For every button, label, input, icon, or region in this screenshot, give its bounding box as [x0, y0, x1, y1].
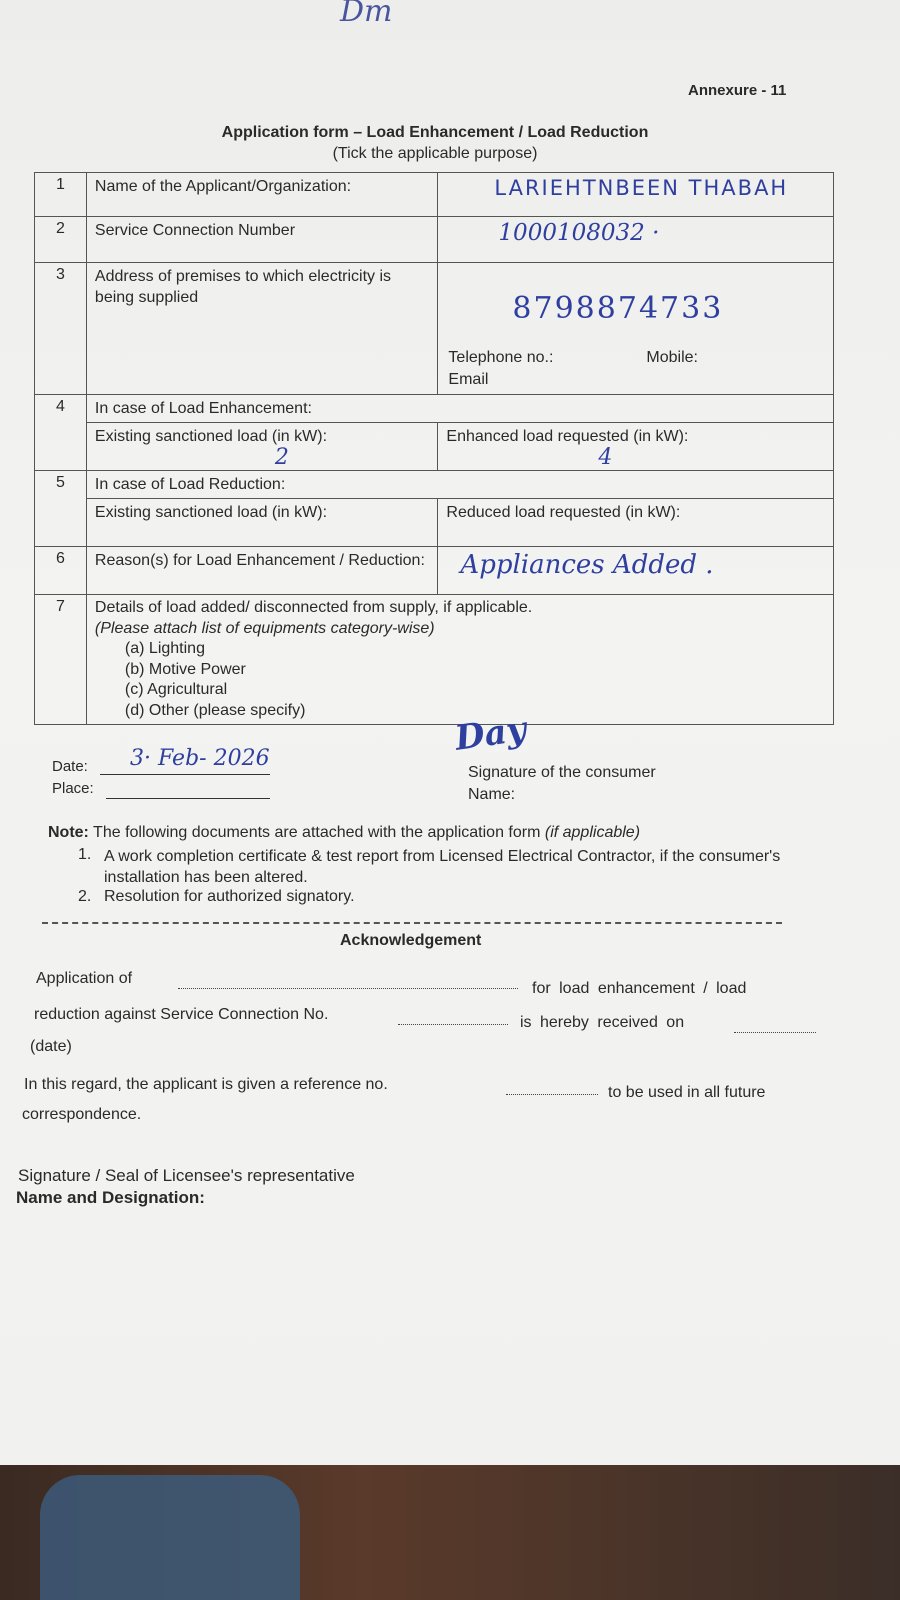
date-value[interactable]: 3· Feb- 2026 — [130, 746, 270, 771]
enhancement-heading: In case of Load Enhancement: — [86, 395, 833, 423]
top-handwriting: Dm — [340, 0, 393, 29]
form-row-1 — [35, 173, 834, 217]
form-row-5-values — [35, 499, 834, 547]
applicant-name-cell — [438, 173, 834, 217]
reason-label: Reason(s) for Load Enhancement / Reduction: — [86, 547, 438, 595]
signature-label: Signature of the consumer — [468, 764, 656, 781]
note-block — [48, 824, 828, 842]
consumer-signature: Day — [452, 709, 529, 759]
form-row-6 — [35, 547, 834, 595]
note-prefix: Note: — [48, 824, 89, 841]
ack-line3: (date) — [30, 1038, 72, 1055]
row-number: 2 — [35, 217, 87, 263]
licensee-signature-label: Signature / Seal of Licensee's representative — [18, 1166, 355, 1185]
load-category-item[interactable]: (c) Agricultural — [124, 681, 228, 698]
service-connection-label: Service Connection Number — [86, 217, 438, 263]
place-label: Place: — [52, 780, 94, 797]
enh-requested-value[interactable]: 4 — [598, 445, 613, 470]
ack-line4-start: In this regard, the applicant is given a reference no. — [24, 1076, 388, 1093]
form-row-2 — [35, 217, 834, 263]
row-number: 6 — [35, 547, 87, 595]
date-line — [100, 774, 270, 775]
applicant-name-label: Name of the Applicant/Organization: — [86, 173, 438, 217]
note-item-number: 2. — [78, 888, 92, 905]
service-connection-cell — [438, 217, 834, 263]
enh-existing-label: Existing sanctioned load (in kW): — [94, 428, 328, 445]
row-number: 5 — [35, 471, 87, 547]
form-row-4-values — [35, 423, 834, 471]
row-number: 3 — [35, 263, 87, 395]
date-label: Date: — [52, 758, 88, 775]
address-cell — [438, 263, 834, 395]
reason-cell — [438, 547, 834, 595]
load-category-item[interactable]: (b) Motive Power — [124, 660, 246, 678]
applicant-name-value[interactable]: LARIEHTNBEEN THABAH — [494, 176, 789, 200]
ack-date-blank[interactable] — [734, 1032, 816, 1033]
ack-line1-end: for load enhancement / load — [532, 980, 747, 997]
enh-existing-value[interactable]: 2 — [274, 445, 289, 470]
consumer-name-label: Name: — [468, 786, 516, 803]
note-text: The following documents are attached with the application form — [93, 824, 541, 841]
load-category-list — [95, 639, 825, 721]
annexure-label: Annexure - 11 — [688, 82, 787, 99]
load-category-item[interactable]: (d) Other (please specify) — [124, 701, 306, 719]
load-category-item[interactable]: (a) Lighting — [124, 640, 205, 657]
reduction-heading: In case of Load Reduction: — [86, 471, 833, 499]
form-row-5-heading — [35, 471, 834, 499]
note-item-number: 1. — [78, 846, 92, 863]
address-label: Address of premises to which electricity is being supplied — [86, 263, 438, 395]
row-number: 1 — [35, 173, 87, 217]
red-requested-label: Reduced load requested (in kW): — [438, 499, 834, 547]
note-item-text: Resolution for authorized signatory. — [104, 888, 355, 905]
load-details-note: (Please attach list of equipments category-wise) — [94, 619, 435, 637]
row-number: 7 — [35, 595, 87, 725]
ack-line4-end: to be used in all future — [608, 1084, 766, 1101]
ack-line1-start: Application of — [36, 970, 133, 987]
note-item-text: A work completion certificate & test report from Licensed Electrical Contractor, if the consumer's installation has been altered. — [104, 848, 781, 886]
ack-line2-end: is hereby received on — [520, 1014, 685, 1031]
name-designation-label: Name and Designation: — [16, 1188, 205, 1207]
row-number: 4 — [35, 395, 87, 471]
ack-applicant-blank[interactable] — [178, 988, 518, 989]
mobile-label: Mobile: — [646, 349, 698, 366]
dashed-separator — [42, 922, 782, 924]
ack-line5: correspondence. — [22, 1106, 142, 1123]
telephone-label: Telephone no.: — [448, 349, 554, 366]
acknowledgement-title: Acknowledgement — [340, 932, 482, 949]
application-form-table — [34, 172, 834, 725]
ack-reference-blank[interactable] — [506, 1094, 598, 1095]
place-line[interactable] — [106, 798, 270, 799]
enh-requested-label: Enhanced load requested (in kW): — [446, 428, 689, 445]
red-existing-label: Existing sanctioned load (in kW): — [86, 499, 438, 547]
enh-requested-cell — [438, 423, 834, 471]
background-fabric — [40, 1475, 300, 1600]
enh-existing-cell — [86, 423, 438, 471]
ack-line2-start: reduction against Service Connection No. — [34, 1006, 329, 1023]
form-row-4-heading — [35, 395, 834, 423]
note-italic: (if applicable) — [544, 824, 641, 841]
ack-connection-blank[interactable] — [398, 1024, 508, 1025]
form-row-7 — [35, 595, 834, 725]
reason-value[interactable]: Appliances Added . — [460, 550, 714, 580]
form-row-3 — [35, 263, 834, 395]
form-title: Application form – Load Enhancement / Load Reduction — [221, 124, 649, 141]
service-connection-value[interactable]: 1000108032 · — [498, 220, 660, 246]
form-subtitle: (Tick the applicable purpose) — [332, 145, 538, 162]
load-details-cell — [86, 595, 833, 725]
phone-value[interactable]: 8798874733 — [512, 291, 724, 326]
load-details-label: Details of load added/ disconnected from supply, if applicable. — [94, 599, 533, 616]
email-label: Email — [448, 371, 489, 388]
